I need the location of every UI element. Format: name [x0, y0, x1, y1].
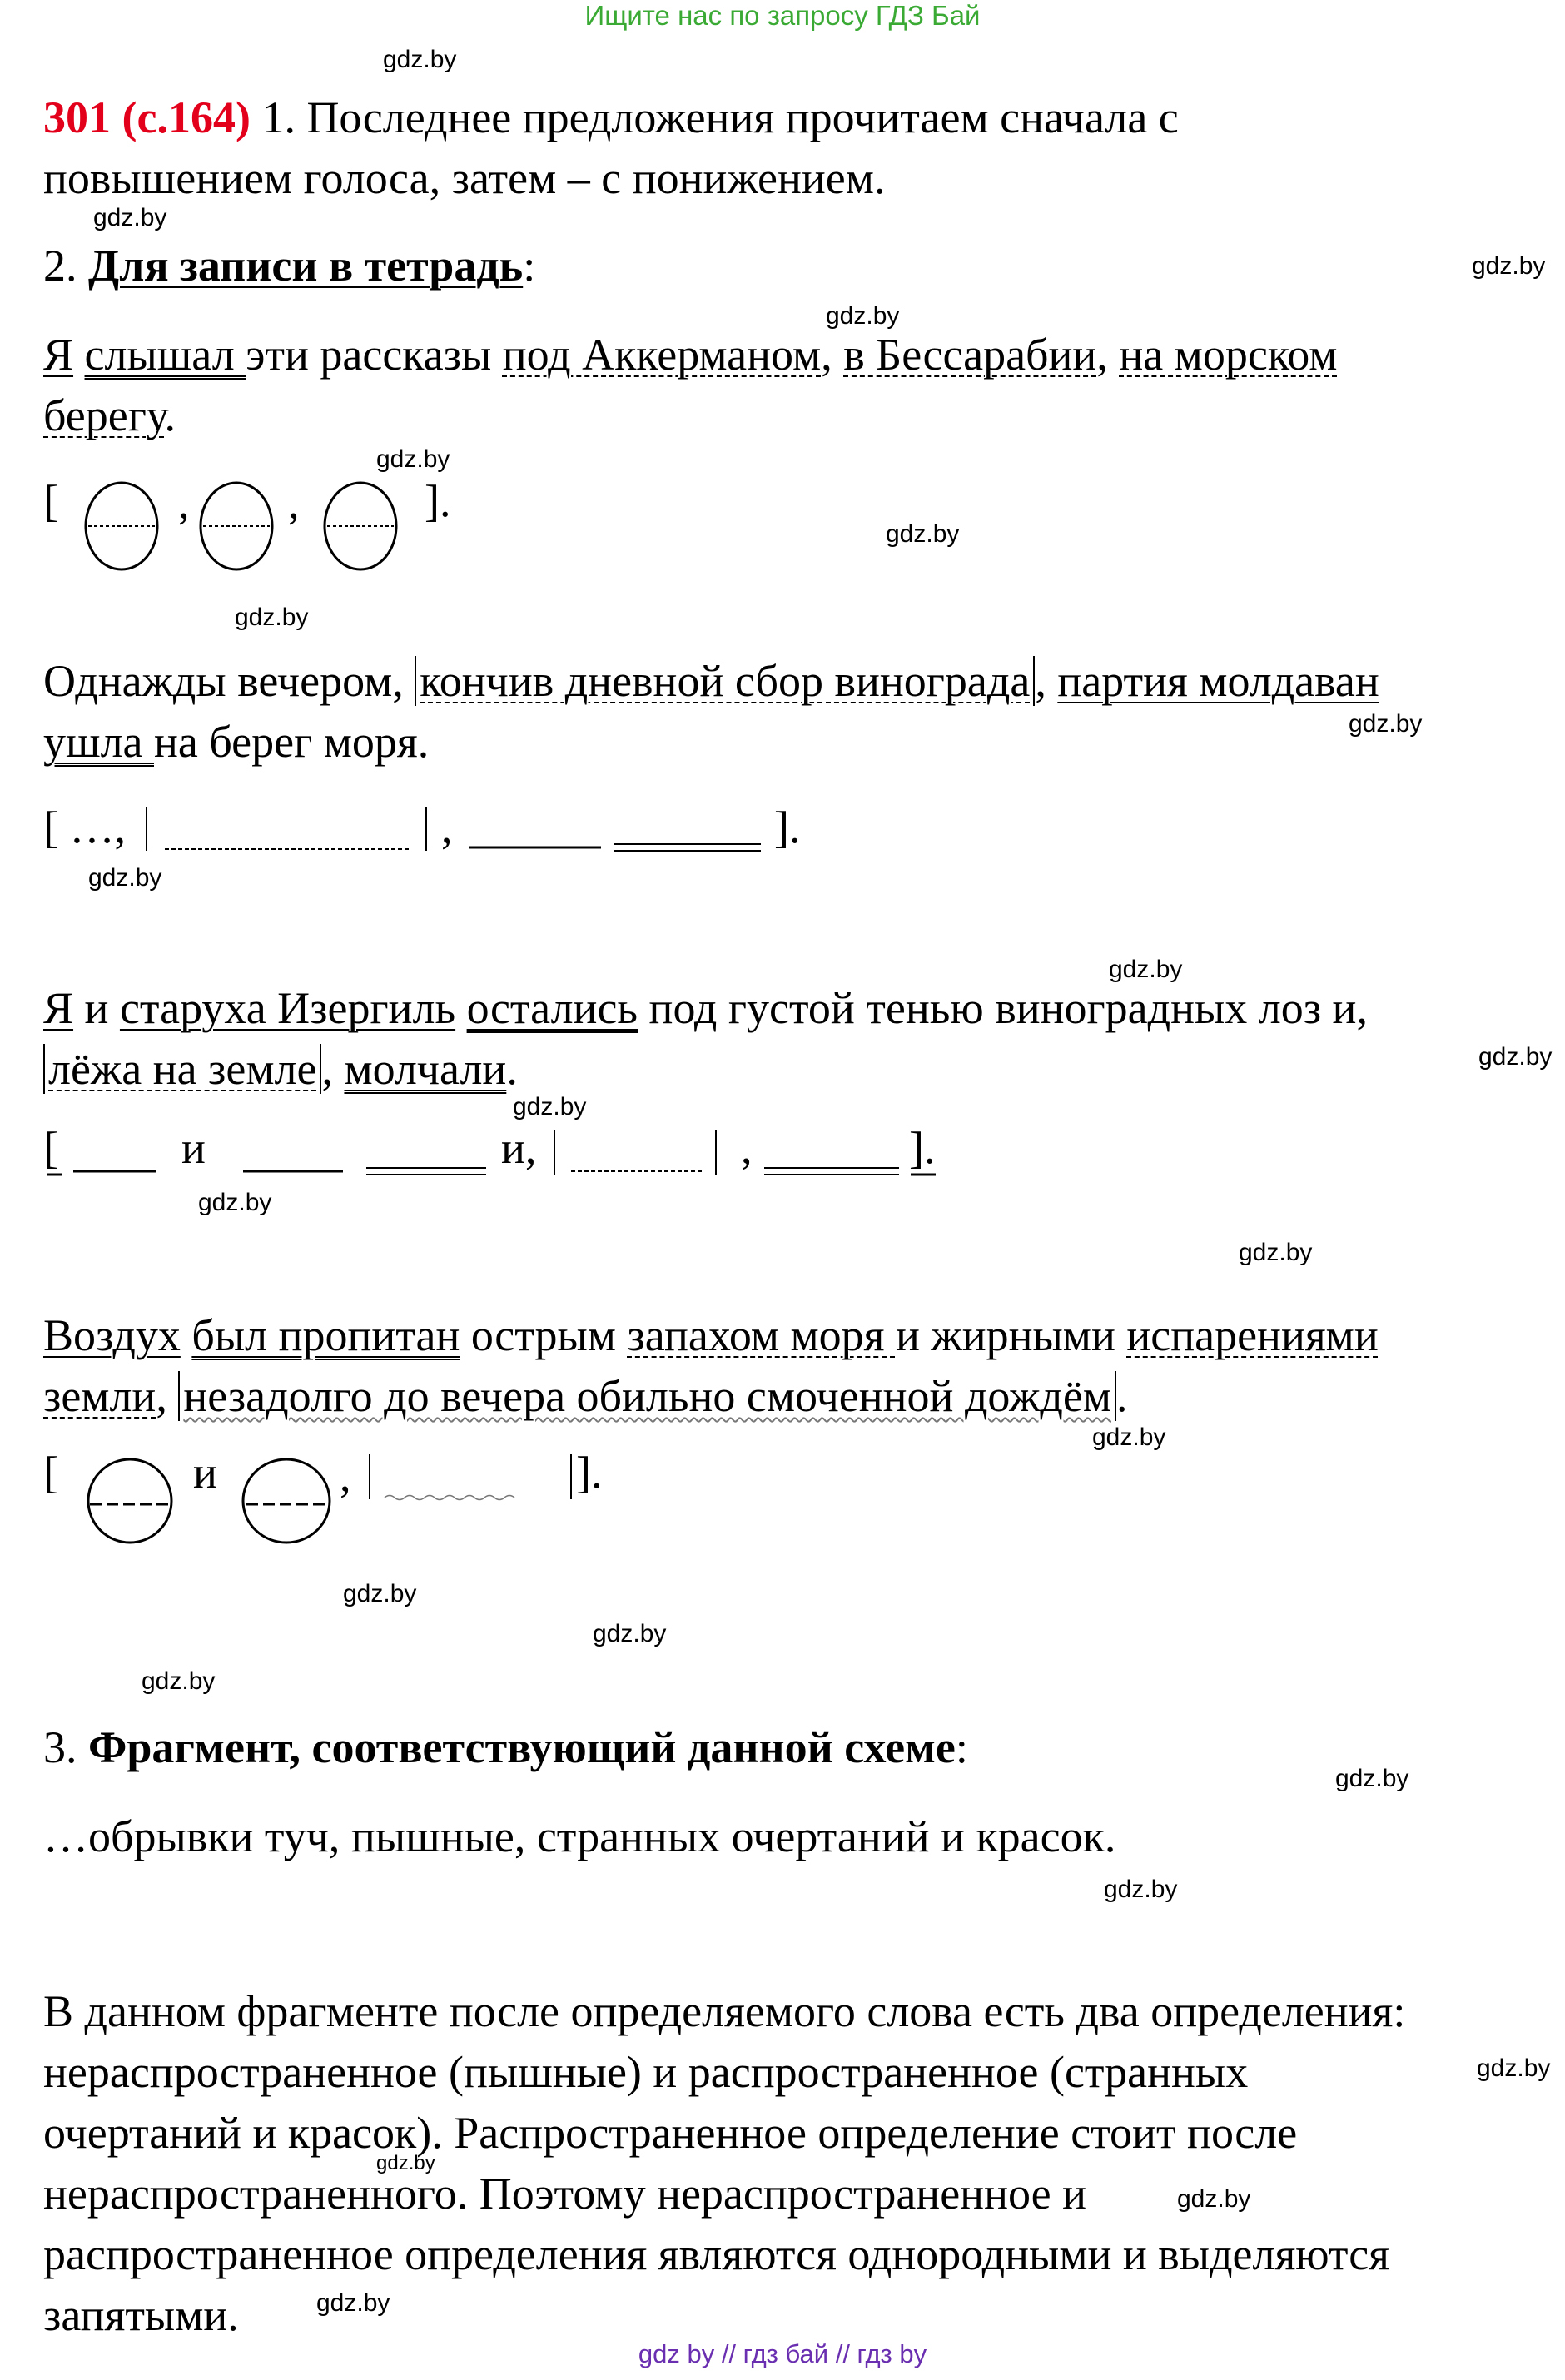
scheme-1-open: [	[43, 476, 58, 526]
watermark: gdz.by	[1104, 1876, 1178, 1903]
s2-subject: партия молдаван	[1057, 656, 1379, 706]
scheme-4-wavy-line	[385, 1496, 514, 1500]
scheme-2-close: ].	[774, 802, 801, 852]
s4-period: .	[1116, 1371, 1128, 1421]
watermark: gdz.by	[1477, 2055, 1551, 2082]
scheme-3-close: ].	[909, 1123, 936, 1173]
scheme-1-comma-2: ,	[288, 478, 300, 528]
s2-participle-phrase: кончив дневной сбор винограда	[415, 656, 1035, 706]
explanation-line-3: очертаний и красок). Распространенное определение стоит после	[43, 2108, 1298, 2158]
s3-predicate-2: молчали	[344, 1044, 507, 1094]
scheme-3-and-2: и,	[501, 1123, 537, 1173]
scheme-3	[43, 1120, 959, 1186]
task-line-1	[43, 87, 1179, 147]
s4-comma: ,	[156, 1371, 179, 1421]
scheme-4-comma: ,	[340, 1451, 351, 1501]
s4-participle-phrase: незадолго до вечера обильно смоченной дождём	[178, 1371, 1116, 1421]
watermark: gdz.by	[1335, 1765, 1409, 1792]
task-point-2	[43, 236, 535, 296]
watermark: gdz.by	[198, 1189, 272, 1216]
s1-adverbial-3: на морском	[1119, 330, 1338, 380]
watermark: gdz.by	[886, 520, 960, 548]
sentence-3-line-2	[43, 1039, 518, 1099]
watermark: gdz.by	[826, 302, 900, 330]
watermark: gdz.by	[376, 445, 450, 473]
point-3-colon: :	[955, 1722, 968, 1772]
task-line-2: повышением голоса, затем – с понижением.	[43, 153, 886, 203]
s1-plain: эти рассказы	[246, 330, 503, 380]
s4-object-2: испарениями	[1126, 1310, 1379, 1360]
point-2-number: 2.	[43, 241, 88, 291]
footer: gdz by // гдз бай // гдз by	[638, 2339, 927, 2368]
s3-space	[455, 983, 467, 1033]
s3-period: .	[506, 1044, 518, 1094]
scheme-1-close: ].	[425, 476, 451, 526]
s1-subject: Я	[43, 330, 74, 380]
s1-adverbial-3-end: берегу	[43, 390, 165, 440]
scheme-4-close: ].	[576, 1448, 603, 1498]
s1-comma-1: ,	[821, 330, 844, 380]
task-point-3	[43, 1717, 968, 1777]
s1-adverbial-1: под Аккерманом	[502, 330, 822, 380]
scheme-3-and-1: и	[181, 1123, 206, 1173]
point-2-heading: Для записи в тетрадь	[88, 241, 524, 291]
s1-predicate: слышал	[84, 330, 246, 380]
s1-adverbial-2: в Бессарабии	[843, 330, 1097, 380]
s2-predicate: ушла	[43, 717, 154, 767]
explanation-line-6: запятыми.	[43, 2290, 239, 2340]
watermark: gdz.by	[235, 604, 309, 631]
sentence-3-line-1	[43, 978, 1368, 1038]
explanation-line-1: В данном фрагменте после определяемого слова есть два определения:	[43, 1986, 1406, 2036]
s1-period: .	[164, 390, 176, 440]
sentence-1-line-1	[43, 325, 1337, 385]
scheme-4	[43, 1444, 626, 1544]
watermark: gdz.by	[1478, 1043, 1553, 1071]
s3-subject-2: старуха Изергиль	[119, 983, 456, 1033]
s4-object-2-end: земли	[43, 1371, 156, 1421]
scheme-1-comma-1: ,	[178, 478, 190, 528]
watermark: gdz.by	[1109, 956, 1183, 983]
sentence-4-line-2	[43, 1366, 1128, 1426]
explanation-line-4: нераспространенного. Поэтому нераспространенное и	[43, 2169, 1086, 2219]
watermark: gdz.by	[343, 1580, 417, 1607]
explanation-line-2: нераспространенное (пышные) и распространенное (странных	[43, 2047, 1249, 2097]
point-3-number: 3.	[43, 1722, 88, 1772]
s3-predicate-1: остались	[466, 983, 638, 1033]
watermark: gdz.by	[88, 864, 162, 892]
scheme-4-open: [	[43, 1448, 58, 1498]
s2-plain: Однажды вечером,	[43, 656, 415, 706]
sentence-4-line-1	[43, 1305, 1379, 1365]
watermark: gdz.by	[1177, 2185, 1251, 2213]
fragment-line: …обрывки туч, пышные, странных очертаний и красок.	[43, 1811, 1116, 1861]
scheme-4-circle-2	[243, 1459, 330, 1543]
scheme-2	[43, 799, 842, 866]
watermark: gdz.by	[1092, 1424, 1166, 1451]
s3-and: и	[73, 983, 120, 1033]
point-2-colon: :	[523, 241, 536, 291]
s4-subject: Воздух	[43, 1310, 181, 1360]
task-number: 301 (с.164)	[43, 92, 251, 142]
scheme-1	[43, 475, 509, 574]
sentence-2-line-2	[43, 712, 429, 772]
s3-gerund-phrase: лёжа на земле	[43, 1044, 321, 1094]
s1-comma-2: ,	[1096, 330, 1120, 380]
scheme-2-open: [ …,	[43, 802, 126, 852]
watermark: gdz.by	[383, 46, 457, 73]
s4-plain-1: острым	[460, 1310, 628, 1360]
watermark: gdz.by	[142, 1667, 216, 1695]
watermark: gdz.by	[593, 1620, 667, 1647]
top-banner: Ищите нас по запросу ГДЗ Бай	[584, 0, 981, 31]
scheme-4-and: и	[193, 1448, 217, 1498]
scheme-3-open: [	[43, 1123, 58, 1173]
watermark: gdz.by	[316, 2289, 390, 2317]
s3-comma: ,	[321, 1044, 345, 1094]
watermark: gdz.by	[1239, 1239, 1313, 1266]
sentence-2-line-1	[43, 651, 1379, 711]
s4-predicate: был пропитан	[191, 1310, 460, 1360]
watermark: gdz.by	[376, 2152, 435, 2174]
scheme-4-circle-1	[88, 1459, 171, 1543]
explanation-line-5: распространенное определения являются однородными и выделяются	[43, 2229, 1389, 2279]
s2-comma: ,	[1035, 656, 1058, 706]
watermark: gdz.by	[93, 204, 167, 231]
s2-rest: на берег моря.	[154, 717, 430, 767]
s4-plain-2: и жирными	[895, 1310, 1127, 1360]
watermark: gdz.by	[513, 1093, 587, 1120]
s3-rest: под густой тенью виноградных лоз и,	[638, 983, 1368, 1033]
s1-space	[73, 330, 85, 380]
s4-object-1: запахом моря	[627, 1310, 896, 1360]
s3-subject-1: Я	[43, 983, 74, 1033]
point-3-heading: Фрагмент, соответствующий данной схеме	[88, 1722, 956, 1772]
watermark: gdz.by	[1472, 252, 1546, 280]
scheme-3-comma: ,	[741, 1123, 753, 1173]
sentence-1-line-2	[43, 385, 176, 445]
scheme-2-comma: ,	[441, 802, 453, 852]
task-p1-text: 1. Последнее предложения прочитаем сначала с	[250, 92, 1179, 142]
watermark: gdz.by	[1349, 710, 1423, 738]
s4-space	[181, 1310, 192, 1360]
